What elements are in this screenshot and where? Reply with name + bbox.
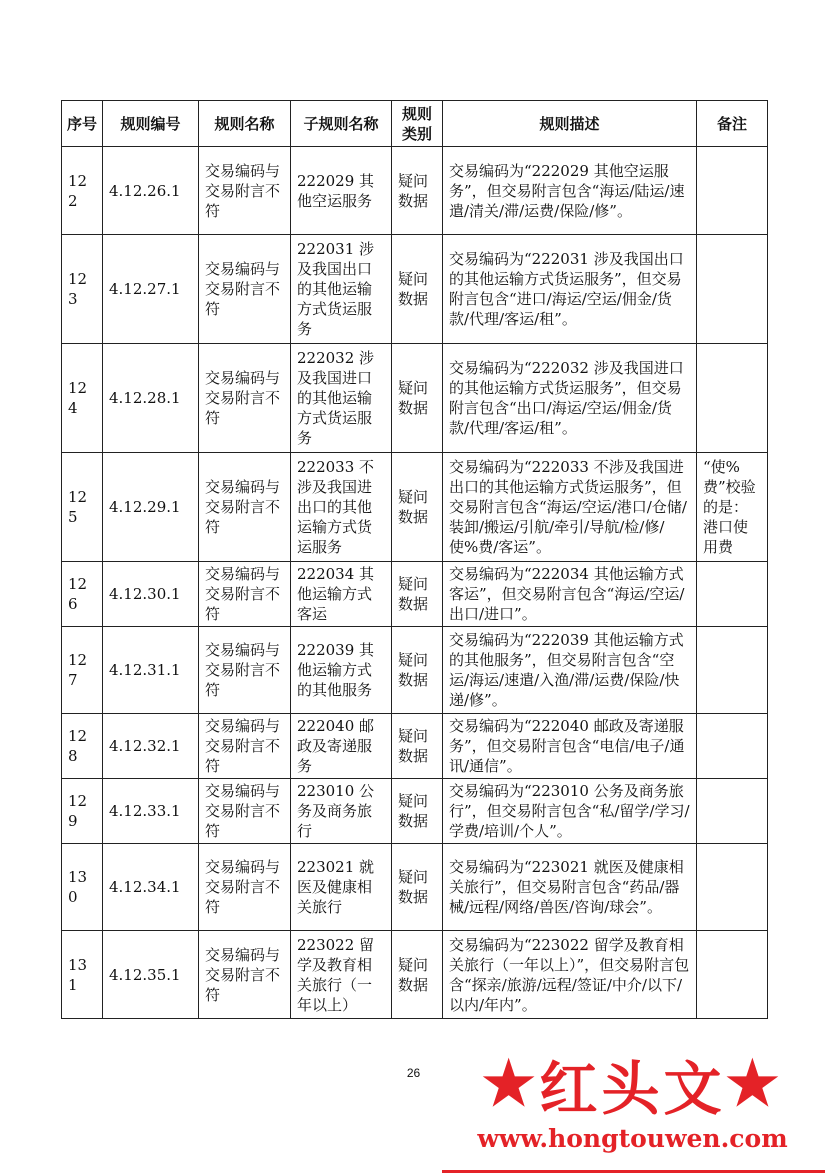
cell-serial-no: 128 <box>62 714 103 779</box>
cell-rule-name: 交易编码与交易附言不符 <box>199 714 291 779</box>
cell-remark <box>697 931 768 1019</box>
cell-rule-description: 交易编码为“222032 涉及我国进口的其他运输方式货运服务”，但交易附言包含“出口/海运/空运/佣金/货款/代理/客运/租”。 <box>443 344 697 453</box>
cell-rule-name: 交易编码与交易附言不符 <box>199 627 291 714</box>
table-header-row <box>62 101 768 147</box>
cell-remark <box>697 714 768 779</box>
cell-rule-code: 4.12.33.1 <box>103 779 199 844</box>
cell-rule-code: 4.12.30.1 <box>103 562 199 627</box>
table-row <box>62 453 768 562</box>
cell-rule-name: 交易编码与交易附言不符 <box>199 453 291 562</box>
header-rule-name: 规则名称 <box>199 101 291 147</box>
cell-rule-type: 疑问数据 <box>392 235 443 344</box>
watermark-title-row <box>440 1048 825 1123</box>
cell-sub-rule-name: 223010 公务及商务旅行 <box>291 779 392 844</box>
watermark <box>440 1048 825 1170</box>
cell-serial-no: 125 <box>62 453 103 562</box>
cell-sub-rule-name: 222034 其他运输方式客运 <box>291 562 392 627</box>
table-row <box>62 779 768 844</box>
table-row <box>62 714 768 779</box>
cell-serial-no: 129 <box>62 779 103 844</box>
cell-sub-rule-name: 222029 其他空运服务 <box>291 147 392 235</box>
table-row <box>62 344 768 453</box>
cell-rule-code: 4.12.29.1 <box>103 453 199 562</box>
cell-rule-description: 交易编码为“222029 其他空运服务”，但交易附言包含“海运/陆运/速遣/清关/滞/运费/保险/修”。 <box>443 147 697 235</box>
cell-rule-code: 4.12.28.1 <box>103 344 199 453</box>
cell-rule-code: 4.12.27.1 <box>103 235 199 344</box>
cell-rule-code: 4.12.26.1 <box>103 147 199 235</box>
cell-serial-no: 131 <box>62 931 103 1019</box>
star-icon: ★ <box>725 1049 784 1119</box>
table-row <box>62 931 768 1019</box>
cell-serial-no: 126 <box>62 562 103 627</box>
cell-remark <box>697 344 768 453</box>
cell-rule-description: 交易编码为“222040 邮政及寄递服务”，但交易附言包含“电信/电子/通讯/通信”。 <box>443 714 697 779</box>
table-row <box>62 235 768 344</box>
cell-serial-no: 122 <box>62 147 103 235</box>
cell-rule-description: 交易编码为“222039 其他运输方式的其他服务”，但交易附言包含“空运/海运/速遣/入渔/滞/运费/保险/快递/修”。 <box>443 627 697 714</box>
cell-rule-description: 交易编码为“222034 其他运输方式客运”，但交易附言包含“海运/空运/出口/进口”。 <box>443 562 697 627</box>
cell-rule-type: 疑问数据 <box>392 844 443 931</box>
table-row <box>62 562 768 627</box>
cell-serial-no: 127 <box>62 627 103 714</box>
cell-rule-type: 疑问数据 <box>392 931 443 1019</box>
header-remark: 备注 <box>697 101 768 147</box>
cell-remark <box>697 562 768 627</box>
cell-rule-name: 交易编码与交易附言不符 <box>199 844 291 931</box>
cell-rule-name: 交易编码与交易附言不符 <box>199 931 291 1019</box>
cell-rule-description: 交易编码为“223010 公务及商务旅行”，但交易附言包含“私/留学/学习/学费/培训/个人”。 <box>443 779 697 844</box>
cell-rule-description: 交易编码为“222033 不涉及我国进出口的其他运输方式货运服务”，但交易附言包含“海运/空运/港口/仓储/装卸/搬运/引航/牵引/导航/检/修/使%费/客运”。 <box>443 453 697 562</box>
cell-rule-type: 疑问数据 <box>392 627 443 714</box>
watermark-title: 红头文 <box>539 1055 726 1123</box>
header-sub-rule-name: 子规则名称 <box>291 101 392 147</box>
cell-remark <box>697 627 768 714</box>
cell-rule-name: 交易编码与交易附言不符 <box>199 235 291 344</box>
cell-rule-type: 疑问数据 <box>392 344 443 453</box>
cell-rule-name: 交易编码与交易附言不符 <box>199 779 291 844</box>
cell-sub-rule-name: 222031 涉及我国出口的其他运输方式货运服务 <box>291 235 392 344</box>
cell-rule-type: 疑问数据 <box>392 779 443 844</box>
cell-sub-rule-name: 222039 其他运输方式的其他服务 <box>291 627 392 714</box>
cell-rule-code: 4.12.35.1 <box>103 931 199 1019</box>
cell-rule-description: 交易编码为“223021 就医及健康相关旅行”，但交易附言包含“药品/器械/远程/网络/兽医/咨询/球会”。 <box>443 844 697 931</box>
cell-rule-code: 4.12.32.1 <box>103 714 199 779</box>
header-rule-description: 规则描述 <box>443 101 697 147</box>
cell-sub-rule-name: 222033 不涉及我国进出口的其他运输方式货运服务 <box>291 453 392 562</box>
cell-rule-name: 交易编码与交易附言不符 <box>199 344 291 453</box>
table-row <box>62 844 768 931</box>
cell-remark <box>697 147 768 235</box>
cell-rule-code: 4.12.34.1 <box>103 844 199 931</box>
table-row <box>62 627 768 714</box>
cell-serial-no: 123 <box>62 235 103 344</box>
star-icon: ★ <box>481 1049 540 1119</box>
cell-remark <box>697 779 768 844</box>
cell-serial-no: 124 <box>62 344 103 453</box>
cell-remark: “使%费”校验的是：港口使用费 <box>697 453 768 562</box>
header-rule-code: 规则编号 <box>103 101 199 147</box>
cell-sub-rule-name: 223022 留学及教育相关旅行（一年以上） <box>291 931 392 1019</box>
header-rule-type: 规则类别 <box>392 101 443 147</box>
cell-sub-rule-name: 222040 邮政及寄递服务 <box>291 714 392 779</box>
header-serial-no: 序号 <box>62 101 103 147</box>
cell-rule-type: 疑问数据 <box>392 147 443 235</box>
cell-rule-description: 交易编码为“222031 涉及我国出口的其他运输方式货运服务”，但交易附言包含“进口/海运/空运/佣金/货款/代理/客运/租”。 <box>443 235 697 344</box>
watermark-url: www.hongtouwen.com <box>477 1124 788 1153</box>
cell-rule-name: 交易编码与交易附言不符 <box>199 147 291 235</box>
cell-sub-rule-name: 222032 涉及我国进口的其他运输方式货运服务 <box>291 344 392 453</box>
cell-remark <box>697 844 768 931</box>
cell-rule-type: 疑问数据 <box>392 453 443 562</box>
cell-rule-type: 疑问数据 <box>392 562 443 627</box>
cell-remark <box>697 235 768 344</box>
cell-serial-no: 130 <box>62 844 103 931</box>
cell-rule-name: 交易编码与交易附言不符 <box>199 562 291 627</box>
cell-rule-type: 疑问数据 <box>392 714 443 779</box>
cell-rule-description: 交易编码为“223022 留学及教育相关旅行（一年以上）”，但交易附言包含“探亲/旅游/远程/签证/中介/以下/以内/年内”。 <box>443 931 697 1019</box>
cell-sub-rule-name: 223021 就医及健康相关旅行 <box>291 844 392 931</box>
table-row <box>62 147 768 235</box>
page-number: 26 <box>406 1066 421 1080</box>
cell-rule-code: 4.12.31.1 <box>103 627 199 714</box>
rules-table <box>61 100 768 1019</box>
